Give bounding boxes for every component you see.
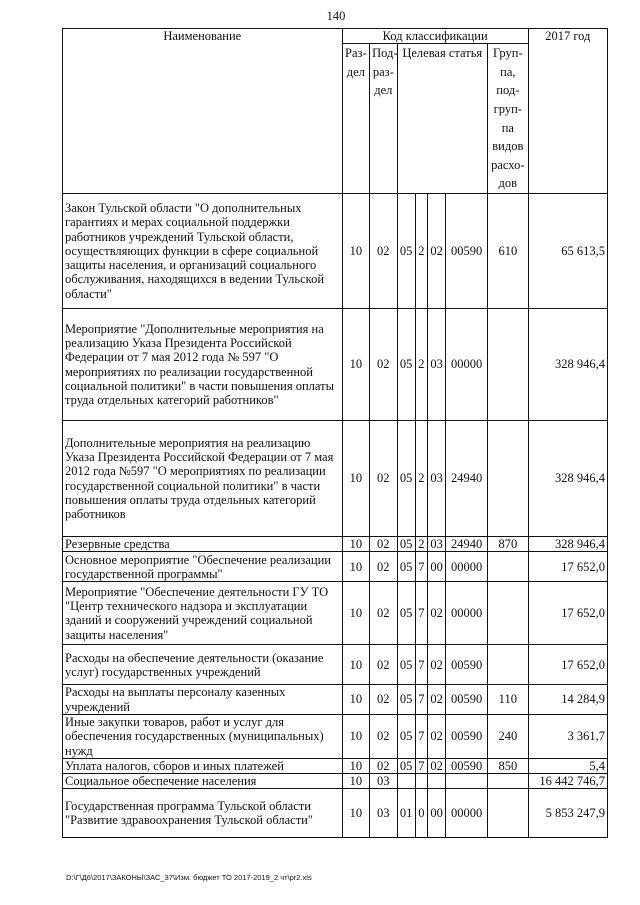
row-target-direction: 00000 xyxy=(446,552,488,582)
budget-table xyxy=(62,28,608,838)
row-name: Мероприятие "Обеспечение деятельности ГУ ТО "Центр технического надзора и эксплуатации зданий и сооружений учреждений социальной защиты населения" xyxy=(63,582,343,645)
row-section: 10 xyxy=(342,552,369,582)
row-target-subprogram xyxy=(415,774,427,789)
table-row xyxy=(63,685,608,715)
row-amount: 5 853 247,9 xyxy=(528,789,607,838)
row-target-event: 00 xyxy=(428,552,446,582)
row-target-program: 05 xyxy=(397,552,415,582)
table-row xyxy=(63,774,608,789)
row-target-event: 03 xyxy=(428,421,446,537)
row-amount: 3 361,7 xyxy=(528,714,607,758)
row-expense-group: 240 xyxy=(487,714,528,758)
row-target-direction: 00590 xyxy=(446,758,488,773)
row-expense-group xyxy=(487,774,528,789)
row-section: 10 xyxy=(342,758,369,773)
row-target-program: 05 xyxy=(397,421,415,537)
row-section: 10 xyxy=(342,714,369,758)
row-subsection: 02 xyxy=(370,552,397,582)
row-target-event: 02 xyxy=(428,714,446,758)
row-subsection: 02 xyxy=(370,537,397,552)
row-subsection: 02 xyxy=(370,685,397,715)
row-name: Уплата налогов, сборов и иных платежей xyxy=(63,758,343,773)
row-target-subprogram: 0 xyxy=(415,789,427,838)
row-amount: 328 946,4 xyxy=(528,309,607,421)
row-amount: 17 652,0 xyxy=(528,552,607,582)
row-target-event: 02 xyxy=(428,645,446,685)
table-row xyxy=(63,758,608,773)
table-row xyxy=(63,309,608,421)
column-header-year: 2017 год xyxy=(528,29,607,194)
row-section: 10 xyxy=(342,685,369,715)
row-subsection: 02 xyxy=(370,582,397,645)
column-header-section: Раз- дел xyxy=(342,44,369,194)
row-target-subprogram: 7 xyxy=(415,685,427,715)
row-amount: 16 442 746,7 xyxy=(528,774,607,789)
row-target-subprogram: 7 xyxy=(415,714,427,758)
table-row xyxy=(63,194,608,309)
row-expense-group: 610 xyxy=(487,194,528,309)
column-header-subsection: Под- раз- дел xyxy=(370,44,397,194)
table-row xyxy=(63,714,608,758)
row-target-direction: 00590 xyxy=(446,714,488,758)
row-section: 10 xyxy=(342,309,369,421)
row-subsection: 02 xyxy=(370,194,397,309)
row-target-program: 05 xyxy=(397,194,415,309)
row-target-program: 05 xyxy=(397,537,415,552)
row-amount: 328 946,4 xyxy=(528,421,607,537)
row-expense-group: 870 xyxy=(487,537,528,552)
row-name: Закон Тульской области "О дополнительных гарантиях и мерах социальной поддержки работников учреждений Тульской области, осуществляющих функции в сфере социальной защиты населения, и организаций социального обслуживания, находящихся в ведении Тульской области" xyxy=(63,194,343,309)
row-expense-group xyxy=(487,552,528,582)
row-name: Социальное обеспечение населения xyxy=(63,774,343,789)
row-expense-group xyxy=(487,309,528,421)
row-expense-group: 110 xyxy=(487,685,528,715)
row-section: 10 xyxy=(342,789,369,838)
row-subsection: 02 xyxy=(370,714,397,758)
row-target-program xyxy=(397,774,415,789)
row-subsection: 02 xyxy=(370,758,397,773)
row-expense-group xyxy=(487,789,528,838)
row-target-program: 05 xyxy=(397,714,415,758)
column-header-name: Наименование xyxy=(63,29,343,194)
row-amount: 14 284,9 xyxy=(528,685,607,715)
row-amount: 17 652,0 xyxy=(528,582,607,645)
row-section: 10 xyxy=(342,537,369,552)
row-target-direction xyxy=(446,774,488,789)
row-section: 10 xyxy=(342,421,369,537)
row-target-subprogram: 7 xyxy=(415,645,427,685)
row-name: Расходы на выплаты персоналу казенных учреждений xyxy=(63,685,343,715)
row-target-event: 03 xyxy=(428,537,446,552)
row-target-event: 02 xyxy=(428,582,446,645)
row-target-direction: 24940 xyxy=(446,537,488,552)
row-target-subprogram: 2 xyxy=(415,537,427,552)
row-target-direction: 00590 xyxy=(446,645,488,685)
row-target-program: 05 xyxy=(397,758,415,773)
row-amount: 5,4 xyxy=(528,758,607,773)
row-target-event: 03 xyxy=(428,309,446,421)
row-target-subprogram: 7 xyxy=(415,552,427,582)
row-name: Государственная программа Тульской области "Развитие здравоохранения Тульской области" xyxy=(63,789,343,838)
row-expense-group xyxy=(487,582,528,645)
row-target-event: 02 xyxy=(428,685,446,715)
table-row xyxy=(63,582,608,645)
row-target-direction: 24940 xyxy=(446,421,488,537)
row-subsection: 02 xyxy=(370,645,397,685)
row-target-subprogram: 2 xyxy=(415,194,427,309)
row-name: Дополнительные мероприятия на реализацию Указа Президента Российской Федерации от 7 мая 2012 года №597 "О мероприятиях по реализации государственной социальной политики" в части повышения оплаты труда отдельных категорий работников xyxy=(63,421,343,537)
row-target-program: 05 xyxy=(397,309,415,421)
table-row xyxy=(63,552,608,582)
column-header-classification: Код классификации xyxy=(342,29,528,44)
row-section: 10 xyxy=(342,582,369,645)
row-target-event: 00 xyxy=(428,789,446,838)
row-target-program: 05 xyxy=(397,685,415,715)
row-target-program: 05 xyxy=(397,645,415,685)
row-target-direction: 00590 xyxy=(446,194,488,309)
row-amount: 65 613,5 xyxy=(528,194,607,309)
row-name: Иные закупки товаров, работ и услуг для обеспечения государственных (муниципальных) нужд xyxy=(63,714,343,758)
table-row xyxy=(63,645,608,685)
row-section: 10 xyxy=(342,645,369,685)
row-target-direction: 00000 xyxy=(446,582,488,645)
row-target-event: 02 xyxy=(428,758,446,773)
row-target-program: 05 xyxy=(397,582,415,645)
row-target-subprogram: 2 xyxy=(415,309,427,421)
row-expense-group: 850 xyxy=(487,758,528,773)
row-name: Мероприятие "Дополнительные мероприятия на реализацию Указа Президента Российской Федерации от 7 мая 2012 года № 597 "О мероприятиях по реализации государственной социальной политики" в части повышения оплаты труда отдельных категорий работников" xyxy=(63,309,343,421)
row-name: Основное мероприятие "Обеспечение реализации государственной программы" xyxy=(63,552,343,582)
row-target-direction: 00590 xyxy=(446,685,488,715)
row-section: 10 xyxy=(342,194,369,309)
row-subsection: 03 xyxy=(370,774,397,789)
row-target-subprogram: 7 xyxy=(415,582,427,645)
table-row xyxy=(63,421,608,537)
column-header-expense-group: Груп- па, под- груп- па видов расхо- дов xyxy=(487,44,528,194)
row-expense-group xyxy=(487,421,528,537)
row-target-subprogram: 2 xyxy=(415,421,427,537)
row-subsection: 03 xyxy=(370,789,397,838)
row-target-subprogram: 7 xyxy=(415,758,427,773)
row-target-program: 01 xyxy=(397,789,415,838)
column-header-target-article: Целевая статья xyxy=(397,44,487,194)
row-amount: 328 946,4 xyxy=(528,537,607,552)
row-name: Расходы на обеспечение деятельности (оказание услуг) государственных учреждений xyxy=(63,645,343,685)
table-row xyxy=(63,537,608,552)
row-target-event xyxy=(428,774,446,789)
file-path-footer: D:\Г\Д6\2017\ЗАКОНЫ\ЗАС_37\Изм. бюджет ТО 2017-2019_2 чт\pr2.xls xyxy=(66,873,312,882)
row-section: 10 xyxy=(342,774,369,789)
table-row xyxy=(63,789,608,838)
page-number: 140 xyxy=(326,9,346,23)
row-target-direction: 00000 xyxy=(446,789,488,838)
row-subsection: 02 xyxy=(370,309,397,421)
row-amount: 17 652,0 xyxy=(528,645,607,685)
row-subsection: 02 xyxy=(370,421,397,537)
row-expense-group xyxy=(487,645,528,685)
row-name: Резервные средства xyxy=(63,537,343,552)
row-target-event: 02 xyxy=(428,194,446,309)
row-target-direction: 00000 xyxy=(446,309,488,421)
